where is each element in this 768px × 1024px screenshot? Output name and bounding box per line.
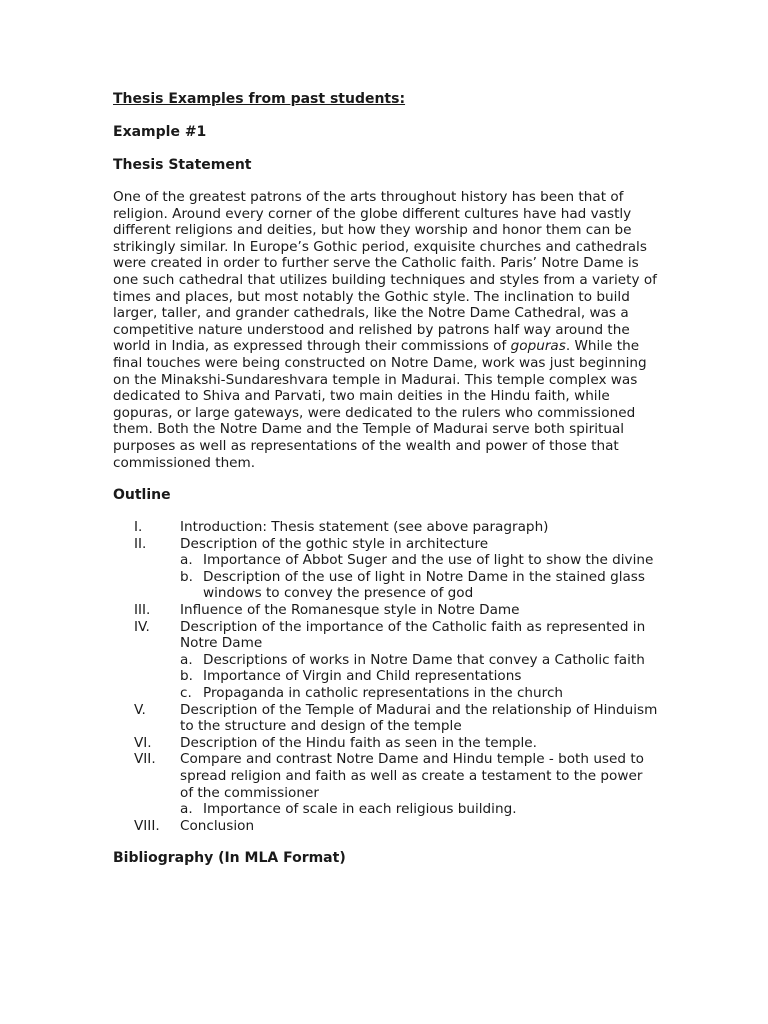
- outline-item-text: Description of the Hindu faith as seen in the temple.: [180, 734, 537, 751]
- document-page: [113, 90, 658, 882]
- outline-item-text: Description of the gothic style in architecture: [180, 535, 489, 552]
- outline-item: [113, 536, 658, 602]
- outline-subitem: [180, 569, 658, 602]
- outline-item-text: Description of the Temple of Madurai and the relationship of Hinduism to the structure and design of the temple: [180, 701, 658, 735]
- outline-item: [113, 602, 658, 619]
- outline-item: [113, 702, 658, 735]
- outline-subitem-text: Importance of Virgin and Child representations: [203, 668, 522, 685]
- outline-item: [113, 735, 658, 752]
- thesis-paragraph: [113, 189, 658, 471]
- outline-sublist: [180, 652, 658, 702]
- outline-sublist: [180, 801, 658, 818]
- thesis-text-part1: One of the greatest patrons of the arts throughout history has been that of religion. Around every corner of the globe different cultures have had vastly different religions and deities, but how they worship and honor them can be strikingly similar. In Europe’s Gothic period, exquisite churches and cathedrals were created in order to further serve the Catholic faith. Paris’ Notre Dame is one such cathedral that utilizes building techniques and styles from a variety of times and places, but most notably the Gothic style. The inclination to build larger, taller, and grander cathedrals, like the Notre Dame Cathedral, was a competitive nature understood and relished by patrons half way around the world in India, as expressed through their commissions of: [113, 189, 657, 355]
- outline-item-text: Description of the importance of the Catholic faith as represented in Notre Dame: [180, 618, 646, 652]
- outline-subitem-text: Importance of Abbot Suger and the use of light to show the divine: [203, 552, 654, 569]
- outline-item-number: III.: [134, 602, 151, 619]
- outline-subitem-letter: a.: [180, 552, 193, 569]
- outline-item-number: I.: [134, 519, 143, 536]
- outline-subitem: [180, 801, 658, 818]
- outline-subitem-text: Description of the use of light in Notre Dame in the stained glass windows to convey the presence of god: [203, 568, 645, 602]
- document-title: Thesis Examples from past students:: [113, 91, 406, 107]
- outline-item-number: IV.: [134, 618, 150, 635]
- outline-subitem-text: Descriptions of works in Notre Dame that convey a Catholic faith: [203, 651, 645, 668]
- outline-subitem-letter: b.: [180, 668, 193, 685]
- outline-item-text: Conclusion: [180, 817, 255, 834]
- outline-item-number: VII.: [134, 751, 156, 768]
- bibliography-heading: Bibliography (In MLA Format): [113, 850, 346, 867]
- outline-item-text: Compare and contrast Notre Dame and Hindu temple - both used to spread religion and faith as well as create a testament to the power of the commissioner: [180, 751, 644, 801]
- outline-item-number: VI.: [134, 734, 152, 751]
- outline-item: [113, 619, 658, 702]
- outline-subitem-text: Importance of scale in each religious building.: [203, 801, 517, 818]
- outline-list: [113, 519, 658, 834]
- outline-item-number: V.: [134, 701, 146, 718]
- outline-subitem: [180, 652, 658, 669]
- outline-item-text: Influence of the Romanesque style in Notre Dame: [180, 602, 520, 619]
- outline-item-number: VIII.: [134, 817, 160, 834]
- outline-item: [113, 751, 658, 817]
- outline-subitem: [180, 668, 658, 685]
- outline-item-text: Introduction: Thesis statement (see above paragraph): [180, 519, 549, 536]
- example-heading: Example #1: [113, 124, 207, 140]
- thesis-italic-term: gopuras: [510, 338, 566, 355]
- thesis-text-part2: . While the final touches were being constructed on Notre Dame, work was just beginning on the Minakshi-Sundareshvara temple in Madurai. This temple complex was dedicated to Shiva and Parvati, two main deities in the Hindu faith, while gopuras, or large gateways, were dedicated to the rulers who commissioned them. Both the Notre Dame and the Temple of Madurai serve both spiritual purposes as well as representations of the wealth and power of those that commissioned them.: [113, 338, 647, 471]
- outline-item-number: II.: [134, 535, 147, 552]
- outline-subitem: [180, 552, 658, 569]
- outline-subitem: [180, 685, 658, 702]
- outline-subitem-letter: c.: [180, 685, 192, 702]
- outline-item: [113, 818, 658, 835]
- thesis-heading: Thesis Statement: [113, 157, 252, 173]
- outline-subitem-text: Propaganda in catholic representations in the church: [203, 685, 564, 702]
- outline-sublist: [180, 552, 658, 602]
- outline-subitem-letter: a.: [180, 801, 193, 818]
- outline-subitem-letter: a.: [180, 651, 193, 668]
- outline-subitem-letter: b.: [180, 568, 193, 585]
- outline-item: [113, 519, 658, 536]
- outline-heading: Outline: [113, 487, 171, 504]
